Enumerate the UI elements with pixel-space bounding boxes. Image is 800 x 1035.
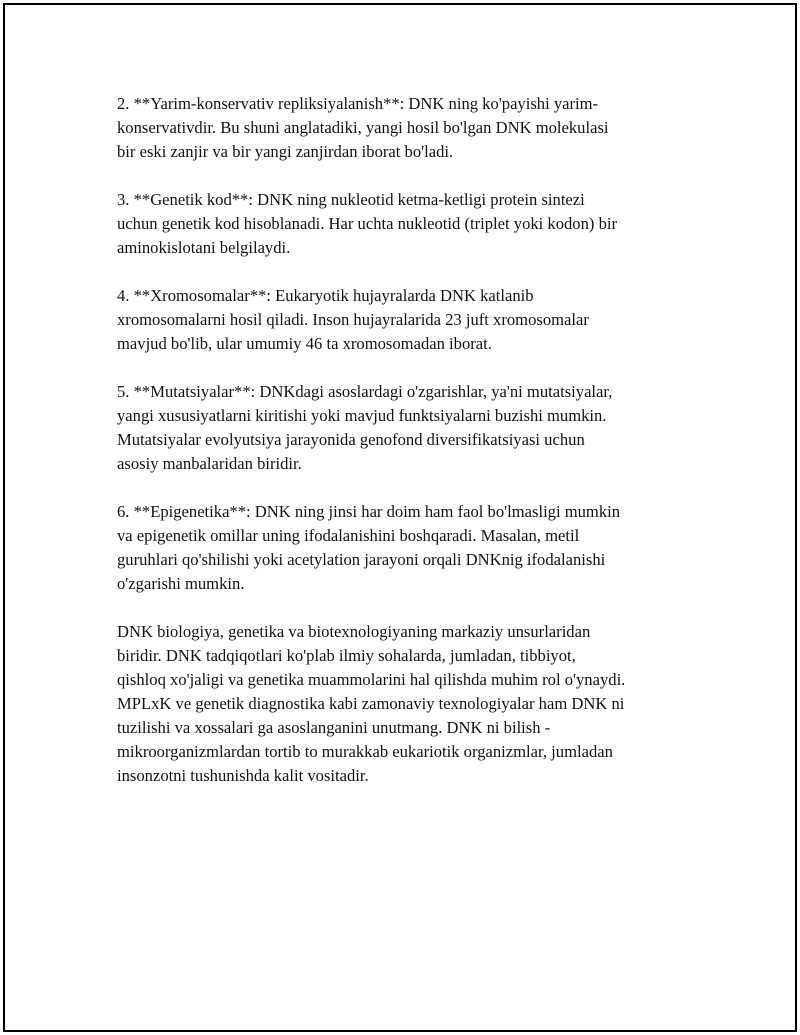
paragraph-epigenetics: 6. **Epigenetika**: DNK ning jinsi har doim ham faol bo'lmasligi mumkin va epigenetik omillar uning ifodalanishini boshqaradi. Masalan, metil guruhlari qo'shilishi yoki acetylation jarayoni orqali DNKnig ifodalanishi o'zgarishi mumkin. [117, 502, 621, 593]
paragraph-semi-conservative-replication: 2. **Yarim-konservativ repliksiyalanish**: DNK ning ko'payishi yarim- konservativdir. Bu shuni anglatadiki, yangi hosil bo'lgan DNK molekulasi bir eski zanjir va bir yangi zanjirdan iborat bo'ladi. [117, 94, 609, 161]
paragraph-chromosomes: 4. **Xromosomalar**: Eukaryotik hujayralarda DNK katlanib xromosomalarni hosil qiladi. Inson hujayralarida 23 juft xromosomalar mavjud bo'lib, ular umumiy 46 ta xromosomadan iborat. [117, 286, 589, 353]
paragraph-mutations: 5. **Mutatsiyalar**: DNKdagi asoslardagi o'zgarishlar, ya'ni mutatsiyalar, yangi xususiyatlarni kiritishi yoki mavjud funktsiyalarni buzishi mumkin. Mutatsiyalar evolyutsiya jarayonida genofond diversifikatsiyasi uchun asosiy manbalaridan biridir. [117, 382, 613, 473]
paragraph-genetic-code: 3. **Genetik kod**: DNK ning nukleotid ketma-ketligi protein sintezi uchun genetik kod hisoblanadi. Har uchta nukleotid (triplet yoki kodon) bir aminokislotani belgilaydi. [117, 190, 618, 257]
document-body [117, 92, 707, 812]
paragraph-conclusion: DNK biologiya, genetika va biotexnologiyaning markaziy unsurlaridan biridir. DNK tadqiqotlari ko'plab ilmiy sohalarda, jumladan, tibbiyot, qishloq xo'jaligi va genetika muammolarini hal qilishda muhim rol o'ynaydi. MPLxK ve genetik diagnostika kabi zamonaviy texnologiyalar ham DNK ni tuzilishi va xossalari ga asoslanganini unutmang. DNK ni bilish - mikroorganizmlardan tortib to murakkab eukariotik organizmlar, jumladan insonzotni tushunishda kalit vositadir. [117, 622, 626, 785]
